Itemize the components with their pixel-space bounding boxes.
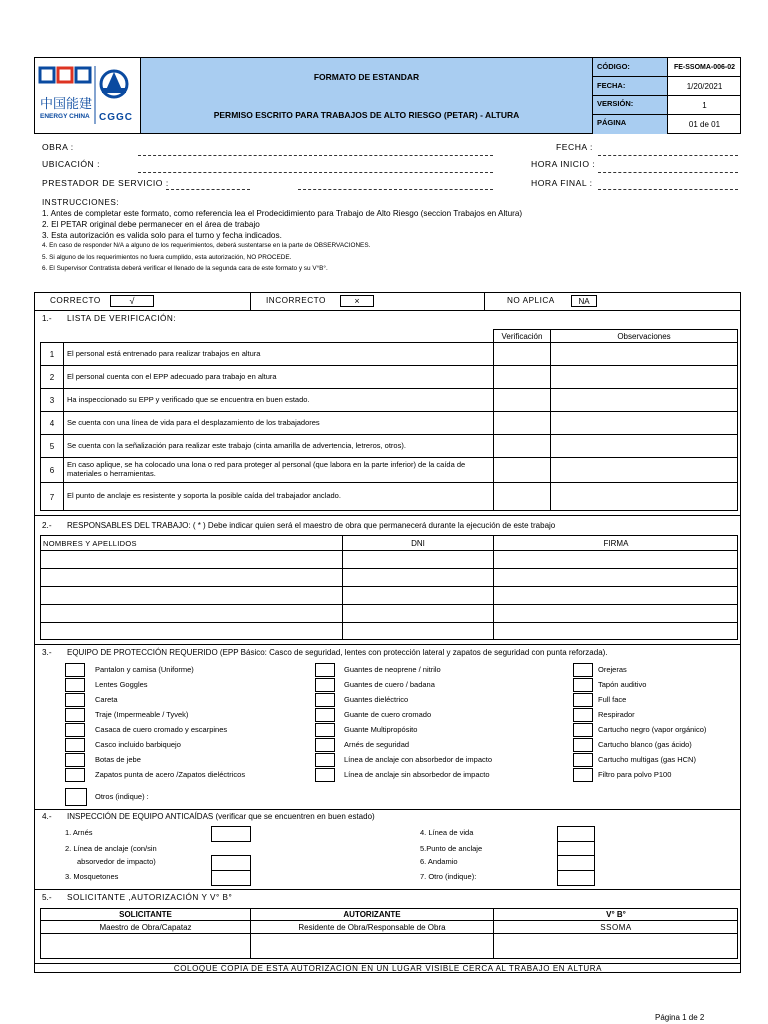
inspection-box-andamio[interactable] [557,855,595,871]
epp-checkbox[interactable] [573,708,593,722]
row-text: Se cuenta con una línea de vida para el desplazamiento de los trabajadores [67,418,320,427]
label-hora-inicio: HORA INICIO : [531,159,596,169]
brand-en: ENERGY CHINA [40,113,90,120]
inspection-item: 5.Punto de anclaje [420,844,483,853]
epp-item-label: Zapatos punta de acero /Zapatos dieléctricos [95,770,246,779]
epp-item-label: Filtro para polvo P100 [598,770,672,779]
section-title: RESPONSABLES DEL TRABAJO: ( * ) Debe indicar quien será el maestro de obra que permanecerá durante la ejecución de este trabajo [67,521,556,530]
epp-item-label: Línea de anclaje sin absorbedor de impacto [344,770,490,779]
epp-item-label: Cartucho negro (vapor orgánico) [598,725,707,734]
meta-label-page: PÁGINA [597,118,627,127]
row-text: Se cuenta con la señalización para realizar este trabajo (cinta amarilla de advertencia, letreros, otros). [67,441,406,450]
epp-checkbox[interactable] [573,738,593,752]
field-prestador-b[interactable] [298,189,493,190]
epp-checkbox[interactable] [65,708,85,722]
epp-checkbox[interactable] [65,693,85,707]
meta-label-version: VERSIÓN: [597,99,634,108]
legend-no-aplica: NO APLICA [507,296,555,305]
legend-incorrecto-mark: × [340,295,374,307]
field-ubicacion[interactable] [138,172,493,173]
row-number: 2 [49,372,55,382]
instruction-item: 2. El PETAR original debe permanecer en el área de trabajo [42,220,260,229]
section-number: 1.- [42,314,52,323]
row-text: El personal cuenta con el EPP adecuado para trabajo en altura [67,372,277,381]
epp-checkbox[interactable] [573,768,593,782]
epp-checkbox[interactable] [315,753,335,767]
epp-checkbox[interactable] [65,723,85,737]
row-text: En caso aplique, se ha colocado una lona o red para proteger al personal (que labora en la parte inferior) de la caída de materiales o herramientas. [67,460,466,478]
epp-checkbox[interactable] [65,663,85,677]
inspection-box-arnes[interactable] [211,826,251,842]
epp-item-label: Orejeras [598,665,627,674]
instruction-item: 3. Esta autorización es valida solo para el turno y fecha indicados. [42,231,282,240]
instruction-item: 6. El Supervisor Contratista deberá verificar el llenado de la segunda cara de este formato y su V°B°. [42,265,328,272]
section-title: LISTA DE VERIFICACIÓN: [67,314,177,323]
epp-item-label: Línea de anclaje con absorbedor de impacto [344,755,493,764]
section-title: EQUIPO DE PROTECCIÓN REQUERIDO (EPP Básico: Casco de seguridad, lentes con protección lateral y zapatos de seguridad con punta reforzada). [67,648,608,657]
epp-item-label: Casaca de cuero cromado y escarpines [95,725,228,734]
instruction-item: 5. Si alguno de los requerimientos no fuera cumplido, esta autorización, NO PROCEDE. [42,254,292,261]
col-vobo: V° B° [606,910,626,919]
epp-checkbox[interactable] [315,663,335,677]
epp-checkbox[interactable] [573,723,593,737]
footer-notice: COLOQUE COPIA DE ESTA AUTORIZACION EN UN LUGAR VISIBLE CERCA AL TRABAJO EN ALTURA [173,963,603,973]
epp-checkbox[interactable] [573,678,593,692]
epp-checkbox[interactable] [65,788,87,806]
brand-sub: CGGC [99,112,133,123]
inspection-item: absorvedor de impacto) [77,857,156,866]
epp-checkbox[interactable] [315,768,335,782]
form-title: FORMATO DE ESTANDAR [313,71,420,82]
section-number: 5.- [42,893,52,902]
epp-item-label: Careta [95,695,118,704]
epp-item-label: Guantes dieléctrico [344,695,409,704]
col-nombres: NOMBRES Y APELLIDOS [43,539,137,548]
col-observaciones: Observaciones [617,331,671,341]
row-number: 3 [49,395,55,405]
epp-item-label: Cartucho multigas (gas HCN) [598,755,696,764]
row-text: Ha inspeccionado su EPP y verificado que se encuentra en buen estado. [67,395,310,404]
meta-value-date: 1/20/2021 [686,81,723,91]
inspection-box-linea-vida[interactable] [557,826,595,842]
label-hora-final: HORA FINAL : [531,178,593,188]
row-number: 6 [49,465,55,475]
meta-label-date: FECHA: [597,81,626,90]
legend-incorrecto: INCORRECTO [266,296,326,305]
section-number: 2.- [42,521,52,530]
epp-item-label: Guantes de neoprene / nitrilo [344,665,441,674]
row-text: El punto de anclaje es resistente y soporta la posible caída del trabajador anclado. [67,491,341,500]
epp-item-label: Cartucho blanco (gas ácido) [598,740,692,749]
role-solicitante: Maestro de Obra/Capataz [99,922,192,932]
epp-item-label: Lentes Goggles [95,680,148,689]
epp-otros-label: Otros (indique) : [95,792,149,801]
epp-checkbox[interactable] [65,768,85,782]
col-dni: DNI [411,538,425,548]
form-subtitle: PERMISO ESCRITO PARA TRABAJOS DE ALTO RIESGO (PETAR) - ALTURA [213,109,520,120]
brand-cn: 中国能建 [40,96,93,111]
inspection-box-mosquetones[interactable] [211,870,251,886]
inspection-box-otro[interactable] [557,870,595,886]
meta-label-code: CÓDIGO: [597,62,630,71]
field-hora-final[interactable] [598,189,738,190]
epp-item-label: Tapón auditivo [598,680,647,689]
legend-no-aplica-mark: NA [571,295,597,307]
epp-item-label: Respirador [598,710,635,719]
role-vobo: SSOMA [600,922,632,932]
field-prestador-a[interactable] [166,189,250,190]
epp-checkbox[interactable] [315,708,335,722]
inspection-box-linea-anclaje[interactable] [211,855,251,871]
row-number: 1 [49,349,55,359]
instruction-item: 1. Antes de completar este formato, como referencia lea el Prodecidimiento para Trabajo de Alto Riesgo (seccion Trabajos en Altura) [42,209,523,218]
label-obra: OBRA : [42,142,74,152]
legend-correcto-mark: √ [110,295,154,307]
epp-item-label: Full face [598,695,627,704]
epp-item-label: Guante de cuero cromado [344,710,432,719]
col-verificacion: Verificación [501,331,543,341]
inspection-item: 6. Andamio [420,857,458,866]
label-prestador: PRESTADOR DE SERVICIO : [42,178,169,188]
role-autorizante: Residente de Obra/Responsable de Obra [298,922,446,932]
field-hora-inicio[interactable] [598,172,738,173]
epp-checkbox[interactable] [65,753,85,767]
section-title: INSPECCIÓN DE EQUIPO ANTICAÍDAS (verificar que se encuentren en buen estado) [67,812,375,821]
field-obra[interactable] [138,155,493,156]
epp-item-label: Pantalon y camisa (Uniforme) [95,665,194,674]
section-number: 3.- [42,648,52,657]
epp-checkbox[interactable] [315,723,335,737]
meta-value-version: 1 [702,100,707,110]
page-number: Página 1 de 2 [655,1013,705,1022]
epp-item-label: Casco incluido barbiquejo [95,740,181,749]
epp-checkbox[interactable] [315,678,335,692]
epp-checkbox[interactable] [65,738,85,752]
row-text: El personal está entrenado para realizar trabajos en altura [67,349,261,358]
inspection-item: 7. Otro (indique): [420,872,477,881]
epp-checkbox[interactable] [573,753,593,767]
epp-item-label: Traje (Impermeable / Tyvek) [95,710,189,719]
epp-checkbox[interactable] [573,693,593,707]
label-fecha: FECHA : [556,142,593,152]
epp-checkbox[interactable] [65,678,85,692]
epp-item-label: Guantes de cuero / badana [344,680,435,689]
epp-item-label: Guante Multipropósito [344,725,418,734]
field-fecha[interactable] [598,155,738,156]
section-title: SOLICITANTE ,AUTORIZACIÓN Y V° B° [67,893,233,902]
instructions-title: INSTRUCCIONES: [42,198,120,207]
col-solicitante: SOLICITANTE [119,910,172,919]
row-number: 4 [49,418,55,428]
epp-checkbox[interactable] [573,663,593,677]
meta-value-code: FE-SSOMA-006-02 [673,63,736,71]
legend-correcto: CORRECTO [50,296,101,305]
meta-value-page: 01 de 01 [688,119,721,129]
inspection-item: 1. Arnés [65,828,93,837]
col-firma: FIRMA [603,538,629,548]
row-number: 5 [49,441,55,451]
section-number: 4.- [42,812,52,821]
epp-item-label: Arnés de seguridad [344,740,410,749]
row-number: 7 [49,492,55,502]
epp-item-label: Botas de jebe [95,755,141,764]
epp-checkbox[interactable] [315,738,335,752]
inspection-item: 4. Línea de vida [420,828,474,837]
label-ubicacion: UBICACIÓN : [42,159,101,169]
instruction-item: 4. En caso de responder N/A a alguno de los requerimientos, deberá sustentarse en la parte de OBSERVACIONES. [42,242,371,249]
col-autorizante: AUTORIZANTE [343,910,401,919]
epp-checkbox[interactable] [315,693,335,707]
inspection-item: 3. Mosquetones [65,872,119,881]
inspection-item: 2. Línea de anclaje (con/sin [65,844,157,853]
